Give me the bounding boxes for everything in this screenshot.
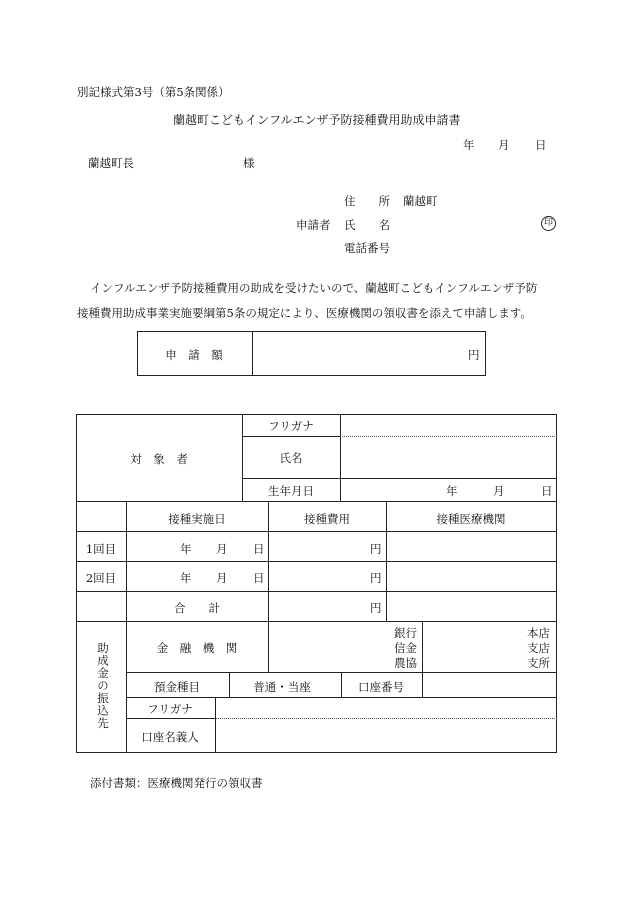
total-unit: 円 <box>370 601 382 615</box>
total-label: 合 計 <box>174 601 220 615</box>
total-line <box>76 621 557 622</box>
row1-line <box>76 561 557 562</box>
holder-furigana-line <box>126 718 215 719</box>
date-year-label: 年 <box>463 138 475 152</box>
holder-furigana-label: フリガナ <box>147 702 193 716</box>
address-value: 蘭越町 <box>403 194 438 208</box>
addressee-name: 蘭越町長 <box>88 156 134 170</box>
date-month-label: 月 <box>498 138 510 152</box>
row1-day: 日 <box>253 542 265 556</box>
row1-label: 1回目 <box>85 542 117 556</box>
subject-divider <box>242 414 243 501</box>
account-number-label: 口座番号 <box>358 680 404 694</box>
name-label: 氏 名 <box>344 218 390 232</box>
birthdate-label: 生年月日 <box>268 484 314 498</box>
subject-name-label: 氏名 <box>279 451 303 465</box>
branch-type-3: 支所 <box>527 656 550 670</box>
body-text-line-2: 接種費用助成事業実施要綱第5条の規定により、医療機関の領収書を添えて申請します。 <box>77 306 532 320</box>
header-date: 接種実施日 <box>168 512 226 526</box>
row2-day: 日 <box>253 571 265 585</box>
branch-type-1: 本店 <box>527 626 550 640</box>
row1-year: 年 <box>180 542 192 556</box>
body-text-line-1: インフルエンザ予防接種費用の助成を受けたいので、蘭越町こどもインフルエンザ予防 <box>90 281 538 295</box>
applicant-label: 申請者 <box>296 218 331 232</box>
deposit-line <box>126 697 557 698</box>
header-cost: 接種費用 <box>304 512 350 526</box>
vac-col-2 <box>268 501 269 621</box>
bank-type-1: 銀行 <box>394 626 417 640</box>
header-institution: 接種医療機関 <box>436 512 506 526</box>
transfer-col-1 <box>126 621 127 753</box>
row2-month: 月 <box>216 571 228 585</box>
deposit-divider-1 <box>229 672 230 697</box>
birth-year-label: 年 <box>446 484 458 498</box>
transfer-bank-divider <box>268 621 269 672</box>
subject-furigana-label: フリガナ <box>268 419 314 433</box>
holder-name-label: 口座名義人 <box>141 730 199 744</box>
deposit-divider-2 <box>341 672 342 697</box>
bank-label: 金 融 機 関 <box>156 641 238 655</box>
form-number: 別記様式第3号（第5条関係） <box>77 85 230 99</box>
address-label: 住 所 <box>344 194 390 208</box>
transfer-branch-divider <box>422 621 423 697</box>
deposit-type-label: 預金種目 <box>154 680 200 694</box>
row1-month: 月 <box>216 542 228 556</box>
row2-line <box>76 591 557 592</box>
bank-type-2: 信金 <box>394 641 417 655</box>
furigana-dotted-line <box>340 436 557 437</box>
bank-type-3: 農協 <box>394 656 417 670</box>
vaccination-top-line <box>76 501 557 502</box>
amount-label: 申 請 額 <box>165 348 223 362</box>
amount-divider <box>252 331 253 376</box>
vac-col-3 <box>386 501 387 621</box>
amount-unit: 円 <box>468 348 480 362</box>
branch-type-2: 支店 <box>527 641 550 655</box>
addressee-honorific: 様 <box>243 156 255 170</box>
birth-day-label: 日 <box>541 484 553 498</box>
furigana-line <box>242 436 340 437</box>
phone-label: 電話番号 <box>344 241 390 255</box>
row1-unit: 円 <box>370 542 382 556</box>
page-title: 蘭越町こどもインフルエンザ予防接種費用助成申請書 <box>173 113 461 127</box>
transfer-label: 助成金の振込先 <box>96 642 110 730</box>
vac-col-1 <box>126 501 127 621</box>
vaccination-header-line <box>76 531 557 532</box>
row2-unit: 円 <box>370 571 382 585</box>
subject-label: 対 象 者 <box>130 452 188 466</box>
row2-label: 2回目 <box>85 571 117 585</box>
date-day-label: 日 <box>535 138 547 152</box>
name-line <box>242 478 557 479</box>
birth-month-label: 月 <box>493 484 505 498</box>
deposit-type-value: 普通・当座 <box>253 680 311 694</box>
seal-mark: 印 <box>541 216 556 231</box>
row2-year: 年 <box>180 571 192 585</box>
subject-divider-2 <box>340 414 341 501</box>
holder-furigana-dotted-line <box>215 718 557 719</box>
holder-divider <box>215 697 216 753</box>
attachment-note: 添付書類：医療機関発行の領収書 <box>90 776 263 790</box>
